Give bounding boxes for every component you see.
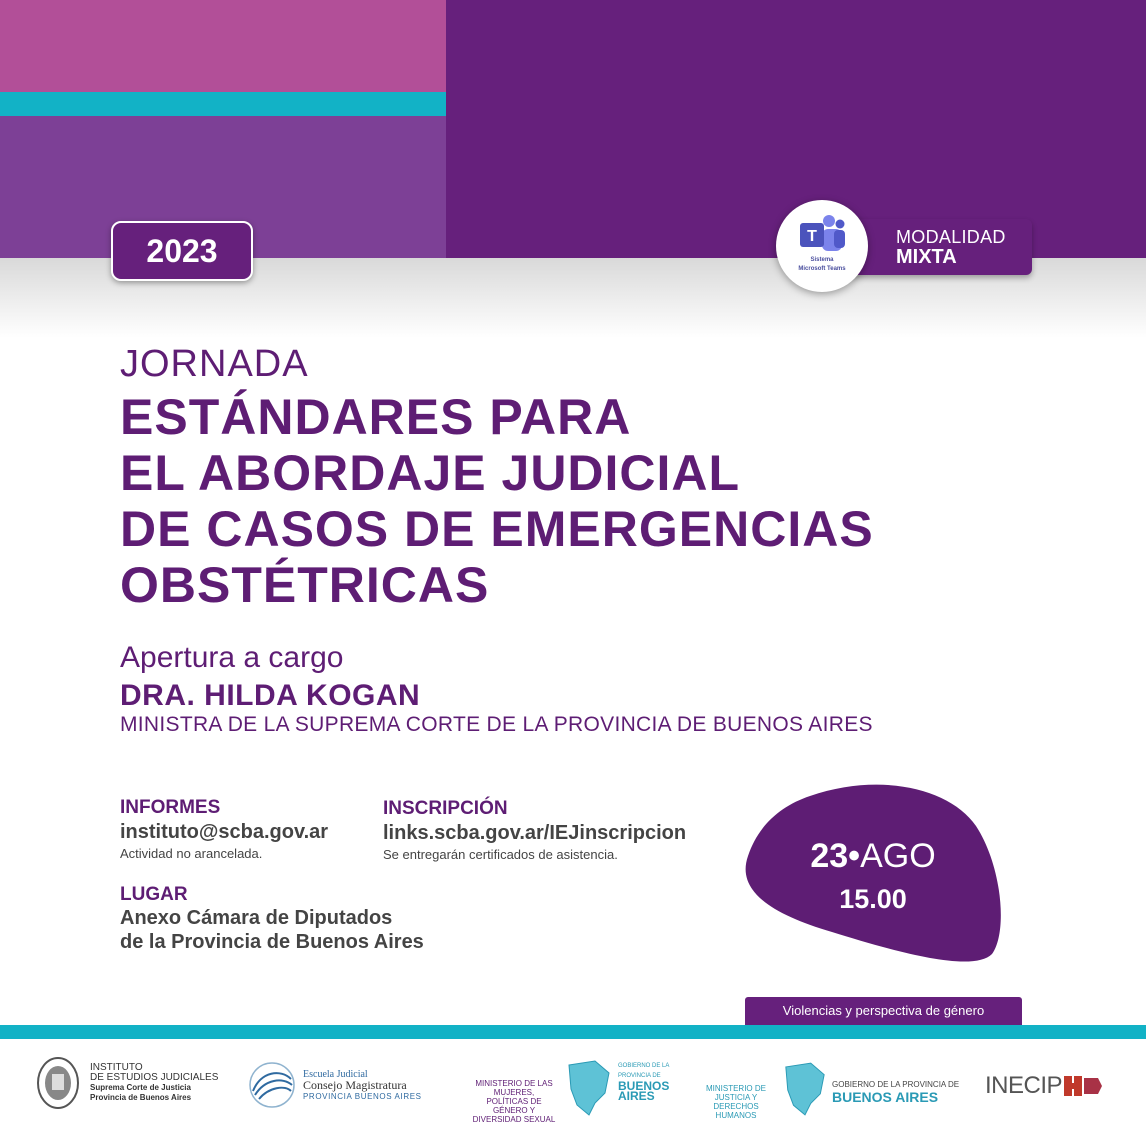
title-line-3: DE CASOS DE EMERGENCIAS [120,501,874,557]
year-badge: 2023 [111,221,253,281]
buenos-aires-map-icon [565,1059,613,1117]
gov-ba-text-1 [618,1061,669,1101]
header-teal-stripe [0,92,446,116]
mm-gov-2: PROVINCIA DE [618,1073,661,1079]
mm-line-1: MINISTERIO DE LAS MUJERES, [475,1079,553,1097]
date-month: AGO [860,837,936,875]
lugar-heading: LUGAR [120,884,188,905]
title-line-2: EL ABORDAJE JUDICIAL [120,445,741,501]
mj-line-1: MINISTERIO DE JUSTICIA Y [705,1084,766,1102]
ministerio-justicia-text [692,1084,780,1120]
iej-line-4: Provincia de Buenos Aires [90,1093,192,1102]
modality-value: MIXTA [896,246,957,268]
title-line-4: OBSTÉTRICAS [120,557,490,613]
iej-line-2: DE ESTUDIOS JUDICIALES [90,1072,219,1083]
date-time: 15.00 [839,884,907,914]
header-pink-block [0,0,446,92]
buenos-aires-map-icon-2 [782,1061,828,1117]
lugar-line-1: Anexo Cámara de Diputados [120,907,393,929]
escuela-line-3: PROVINCIA BUENOS AIRES [303,1092,422,1101]
title-line-1: ESTÁNDARES PARA [120,389,632,445]
microsoft-teams-icon [798,214,846,254]
iej-line-1: INSTITUTO [90,1062,143,1073]
seal-icon [36,1056,80,1110]
event-kicker: JORNADA [120,343,309,385]
iej-line-3: Suprema Corte de Justicia [90,1083,191,1092]
inecip-mark-icon [1064,1074,1102,1098]
mj-line-2: DERECHOS HUMANOS [713,1102,759,1120]
topic-tag: Violencias y perspectiva de género [745,997,1022,1025]
iej-logo-text [90,1063,218,1103]
inecip-logo: INECIP [985,1072,1063,1099]
escuela-line-1: Escuela Judicial [303,1069,368,1080]
teams-badge [776,200,868,292]
teams-caption-1: Sistema [810,257,834,263]
escuela-logo-text [303,1069,422,1102]
informes-note: Actividad no arancelada. [120,846,263,861]
teams-caption-2: Microsoft Teams [798,266,846,272]
informes-email[interactable]: instituto@scba.gov.ar [120,821,329,843]
mm-line-3: DIVERSIDAD SEXUAL [472,1115,556,1124]
mj-gov-2: BUENOS AIRES [832,1089,939,1105]
mj-gov-1: GOBIERNO DE LA PROVINCIA DE [832,1080,960,1089]
footer-teal-bar [0,1025,1146,1039]
mm-gov-3: BUENOS [618,1079,670,1093]
speaker-role: MINISTRA DE LA SUPREMA CORTE DE LA PROVINCIA DE BUENOS AIRES [120,713,873,736]
escuela-line-2: Consejo Magistratura [303,1078,407,1092]
informes-heading: INFORMES [120,797,221,818]
inscripcion-note: Se entregarán certificados de asistencia. [383,847,618,862]
svg-text:T: T [807,228,817,245]
date-separator: • [848,837,861,875]
mm-gov-1: GOBIERNO DE LA [618,1063,670,1069]
speaker-name: DRA. HILDA KOGAN [120,679,421,712]
escuela-swirl-icon [247,1061,297,1109]
footer-logos [0,1039,1146,1146]
ministerio-mujeres-text [468,1079,560,1124]
mm-line-2: POLÍTICAS DE GÉNERO Y [486,1097,542,1115]
lugar-line-2: de la Provincia de Buenos Aires [120,931,424,953]
modality-label: MODALIDAD [896,227,1006,247]
inscripcion-heading: INSCRIPCIÓN [383,798,508,819]
date-display [760,838,986,917]
opening-label: Apertura a cargo [120,641,344,674]
mm-gov-4: AIRES [618,1089,655,1103]
inscripcion-link[interactable]: links.scba.gov.ar/IEJinscripcion [383,822,687,844]
gov-ba-text-2 [832,1079,959,1103]
date-day: 23 [810,837,849,875]
